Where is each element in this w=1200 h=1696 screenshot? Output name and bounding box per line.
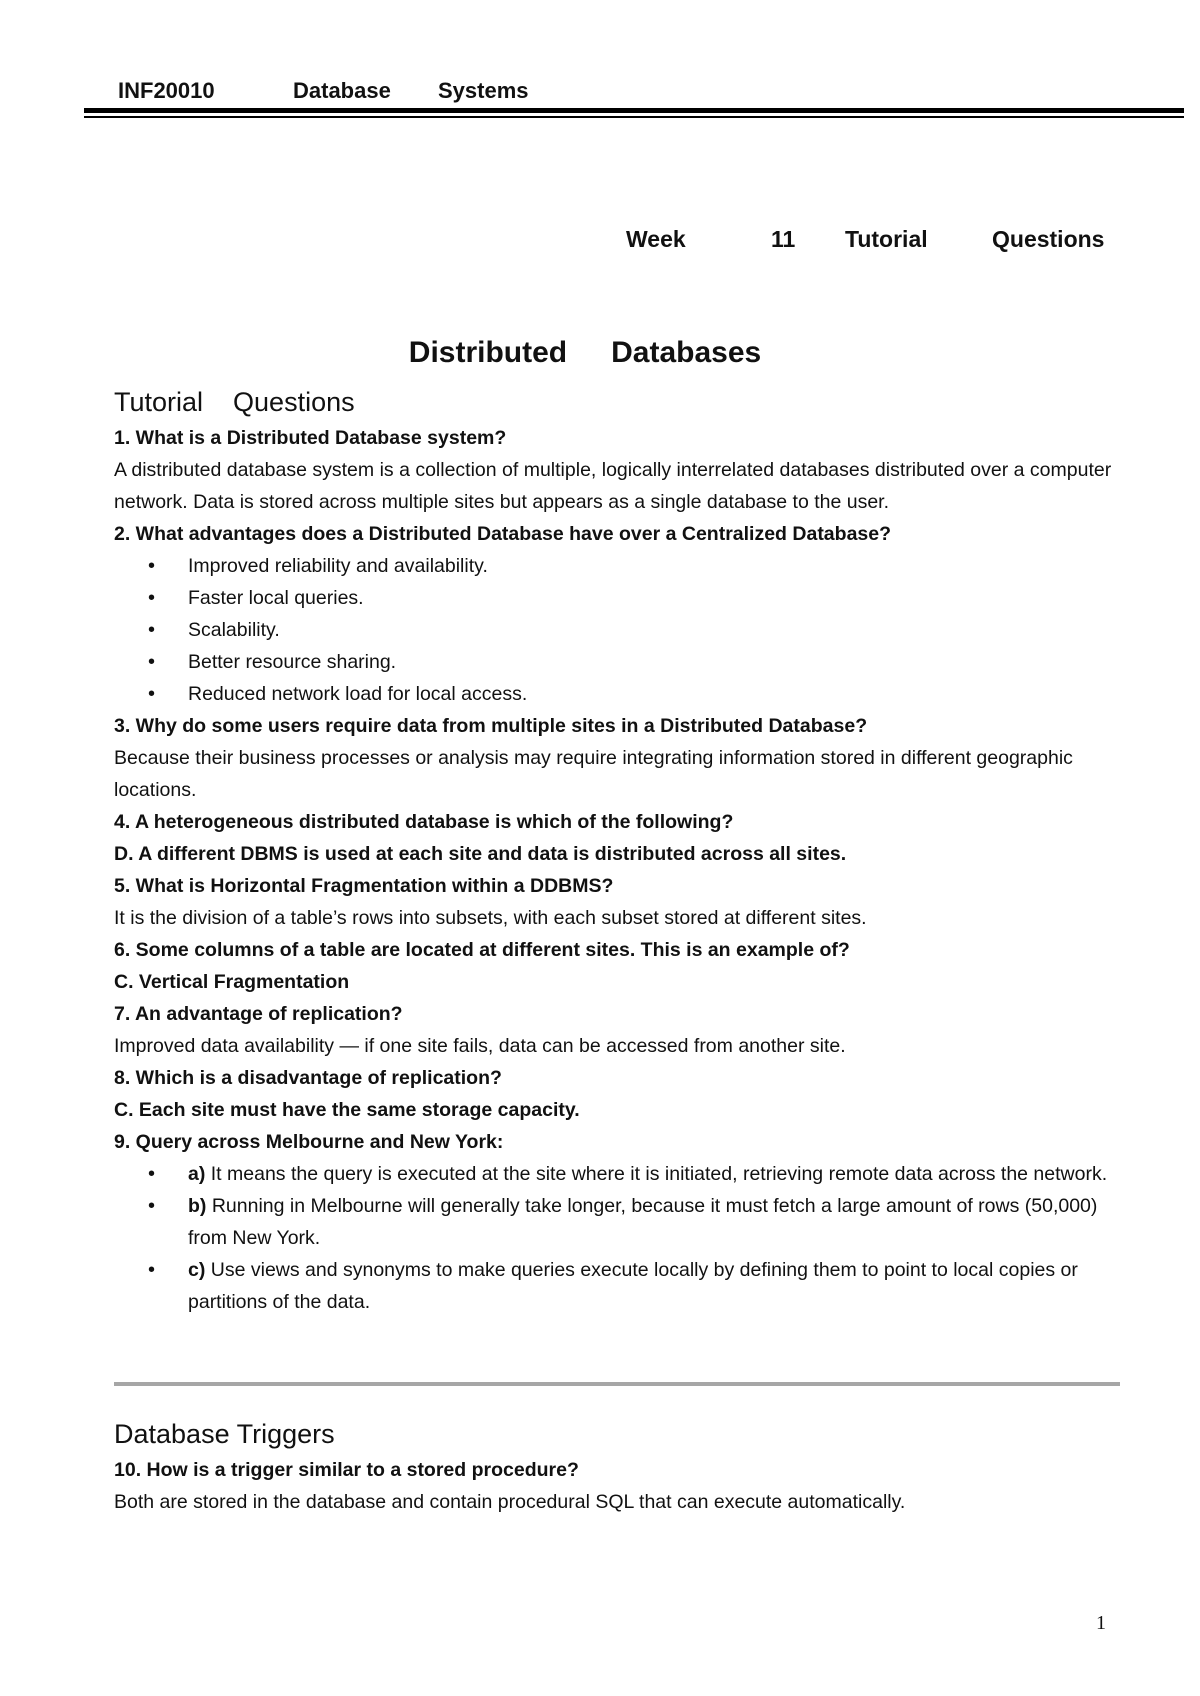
header-rule-thin: [84, 116, 1184, 118]
list-item: • Scalability.: [188, 614, 1124, 646]
page-number: 1: [1096, 1612, 1106, 1634]
item-text: It means the query is executed at the site where it is initiated, retrieving remote data across the network.: [205, 1163, 1108, 1185]
section-divider: [114, 1382, 1120, 1386]
course-title-word-2: Systems: [438, 78, 529, 103]
question-9: 9. Query across Melbourne and New York:: [114, 1131, 504, 1153]
answer-4: D. A different DBMS is used at each site and data is distributed across all sites.: [114, 843, 847, 865]
list-item: [188, 1254, 1124, 1318]
answer-6: C. Vertical Fragmentation: [114, 971, 350, 993]
list-item: • Faster local queries.: [188, 582, 1124, 614]
question-7: 7. An advantage of replication?: [114, 1003, 403, 1025]
section-heading-word-2: Questions: [233, 387, 355, 417]
database-triggers-section: [114, 1414, 1124, 1518]
answer-10: Both are stored in the database and contain procedural SQL that can execute automatically.: [114, 1491, 906, 1513]
page-header: [118, 78, 529, 104]
list-item: • Improved reliability and availability.: [188, 550, 1124, 582]
questions-word: Questions: [992, 226, 1105, 252]
question-2: 2. What advantages does a Distributed Database have over a Centralized Database?: [114, 523, 892, 545]
question-4: 4. A heterogeneous distributed database is which of the following?: [114, 811, 734, 833]
week-word: Week: [626, 226, 686, 252]
item-text: Use views and synonyms to make queries execute locally by defining them to point to local copies or partitions of the data.: [188, 1259, 1078, 1313]
list-item: • Better resource sharing.: [188, 646, 1124, 678]
item-label: c): [188, 1259, 206, 1281]
header-rule-thick: [84, 108, 1184, 113]
week-line: [626, 226, 1104, 253]
answer-3: Because their business processes or analysis may require integrating information stored in different geographic locations.: [114, 747, 1073, 801]
tutorial-questions-section: [114, 382, 1124, 1318]
tutorial-word: Tutorial: [845, 226, 928, 252]
week-number: 11: [771, 226, 796, 252]
answer-5: It is the division of a table’s rows into subsets, with each subset stored at different sites.: [114, 907, 867, 929]
section-heading-word-1: Tutorial: [114, 387, 204, 417]
answer-7: Improved data availability — if one site fails, data can be accessed from another site.: [114, 1035, 846, 1057]
item-label: a): [188, 1163, 206, 1185]
item-label: b): [188, 1195, 207, 1217]
list-item: • Reduced network load for local access.: [188, 678, 1124, 710]
answer-8: C. Each site must have the same storage capacity.: [114, 1099, 580, 1121]
section-heading-database-triggers: Database Triggers: [114, 1419, 335, 1449]
course-title-word-1: Database: [293, 78, 391, 103]
answer-1: A distributed database system is a collection of multiple, logically interrelated databases distributed over a computer network. Data is stored across multiple sites but appears as a single database to the user.: [114, 459, 1112, 513]
advantages-list: [114, 550, 1124, 710]
question-10: 10. How is a trigger similar to a stored procedure?: [114, 1459, 579, 1481]
title-word-2: Databases: [611, 336, 762, 369]
query-answers-list: [114, 1158, 1124, 1318]
question-8: 8. Which is a disadvantage of replication?: [114, 1067, 502, 1089]
question-1: 1. What is a Distributed Database system?: [114, 427, 507, 449]
question-6: 6. Some columns of a table are located at different sites. This is an example of?: [114, 939, 850, 961]
section-heading-tutorial-questions: [114, 382, 1124, 422]
item-text: Running in Melbourne will generally take longer, because it must fetch a large amount of rows (50,000) from New York.: [188, 1195, 1098, 1249]
question-3: 3. Why do some users require data from multiple sites in a Distributed Database?: [114, 715, 868, 737]
list-item: [188, 1190, 1124, 1254]
title-word-1: Distributed: [408, 336, 568, 369]
document-title: [0, 336, 1170, 370]
question-5: 5. What is Horizontal Fragmentation within a DDBMS?: [114, 875, 614, 897]
list-item: [188, 1158, 1124, 1190]
course-code: INF20010: [118, 78, 215, 103]
